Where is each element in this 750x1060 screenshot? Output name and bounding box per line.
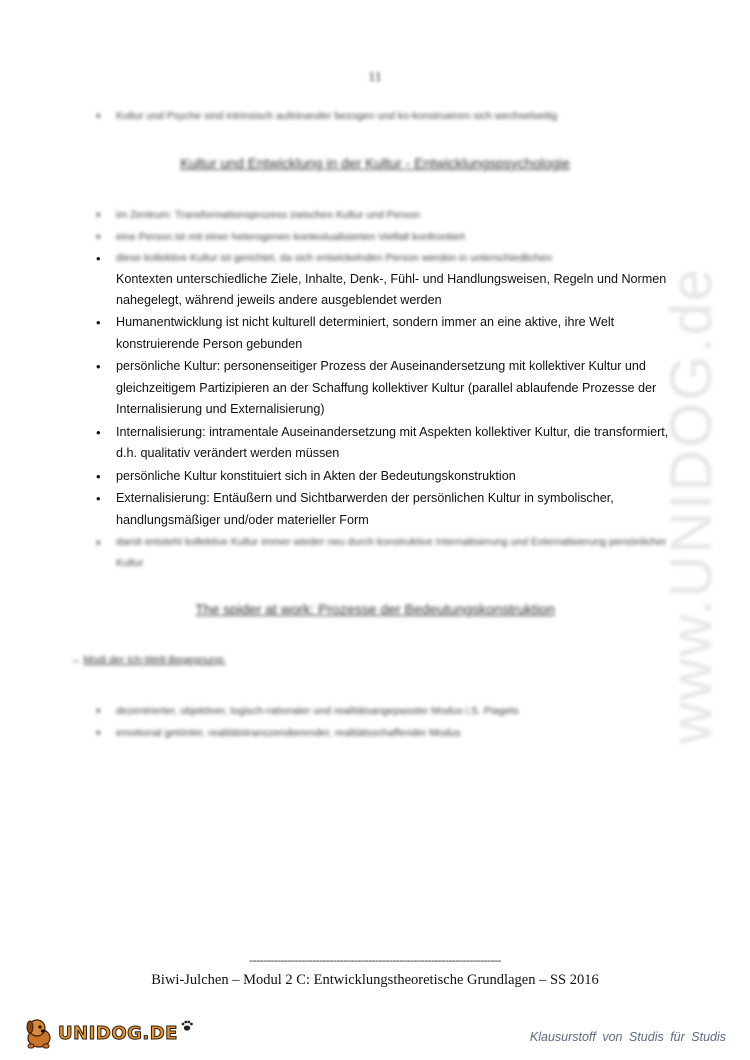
arrow-label: Modi der Ich-Welt-Begegnung: bbox=[83, 654, 226, 666]
list-item: • Humanentwicklung ist nicht kulturell determiniert, sondern immer an eine aktive, ihre Welt konstruierende Person gebunden bbox=[96, 312, 686, 355]
list-item: • damit entsteht kollektive Kultur immer wieder neu durch konstruktive Internalisierung und Externalisierung persönlicher Kultur bbox=[96, 532, 686, 574]
list-item: • im Zentrum: Transformationsprozess zwischen Kultur und Person bbox=[96, 204, 686, 226]
page-number: 11 bbox=[368, 70, 382, 85]
watermark-text: www.UNIDOG.de bbox=[659, 266, 725, 744]
list-item bbox=[96, 248, 686, 311]
list-item: • persönliche Kultur konstituiert sich in Akten der Bedeutungskonstruktion bbox=[96, 466, 686, 488]
list-item: • Externalisierung: Entäußern und Sichtbarwerden der persönlichen Kultur in symbolischer, handlungsmäßiger und/oder materieller Form bbox=[96, 488, 686, 531]
section-heading: The spider at work: Prozesse der Bedeutungskonstruktion bbox=[195, 601, 555, 617]
list-item: • Internalisierung: intramentale Auseinandersetzung mit Aspekten kollektiver Kultur, die transformiert, d.h. qualitativ verändert werden müssen bbox=[96, 422, 686, 465]
blurred-line: • diese kollektive Kultur ist gerichtet, da sich entwickelnden Person werden in unterschiedlichen bbox=[116, 252, 552, 264]
list-item: • Kultur und Psyche sind intrinsisch aufeinander bezogen und ko-konstruieren sich wechselseitig bbox=[96, 105, 686, 127]
unidog-logo bbox=[22, 1016, 194, 1050]
section1-bullet-list bbox=[96, 204, 686, 574]
section2-bullet-list bbox=[96, 700, 686, 744]
intro-bullet-list bbox=[96, 105, 686, 127]
footer-separator: ------------------------------------------------------------------------ bbox=[249, 953, 501, 967]
logo-text: UNIDOG.DE bbox=[58, 1022, 178, 1044]
list-item: • dezentrierter, objektiver, logisch-rationaler und realitätsangepasster Modus i.S. Piagets bbox=[96, 700, 686, 722]
arrow-icon: → bbox=[70, 654, 81, 666]
list-item: • eine Person ist mit einer heterogenen kontextualisierten Vielfalt konfrontiert bbox=[96, 226, 686, 248]
arrow-line bbox=[70, 654, 226, 666]
tagline: Klausurstoff von Studis für Studis bbox=[529, 1030, 726, 1044]
list-item: • persönliche Kultur: personenseitiger Prozess der Auseinandersetzung mit kollektiver Kultur und gleichzeitigem Partizipieren an der Schaffung kollektiver Kultur (parallel ablaufende Prozesse der Internalisierung und Externalisierung) bbox=[96, 356, 686, 421]
section-heading: Kultur und Entwicklung in der Kultur - Entwicklungspsychologie bbox=[180, 155, 570, 171]
footer-text: Biwi-Julchen – Modul 2 C: Entwicklungstheoretische Grundlagen – SS 2016 bbox=[151, 972, 599, 988]
dog-mascot-icon bbox=[22, 1016, 56, 1050]
visible-text: Kontexten unterschiedliche Ziele, Inhalte, Denk-, Fühl- und Handlungsweisen, Regeln und Normen nahegelegt, während jeweils andere ausgeblendet werden bbox=[116, 272, 667, 307]
list-item: • emotional getönter, realitätstranszendierender, realitätsschaffender Modus bbox=[96, 722, 686, 744]
paw-icon bbox=[180, 1019, 194, 1033]
